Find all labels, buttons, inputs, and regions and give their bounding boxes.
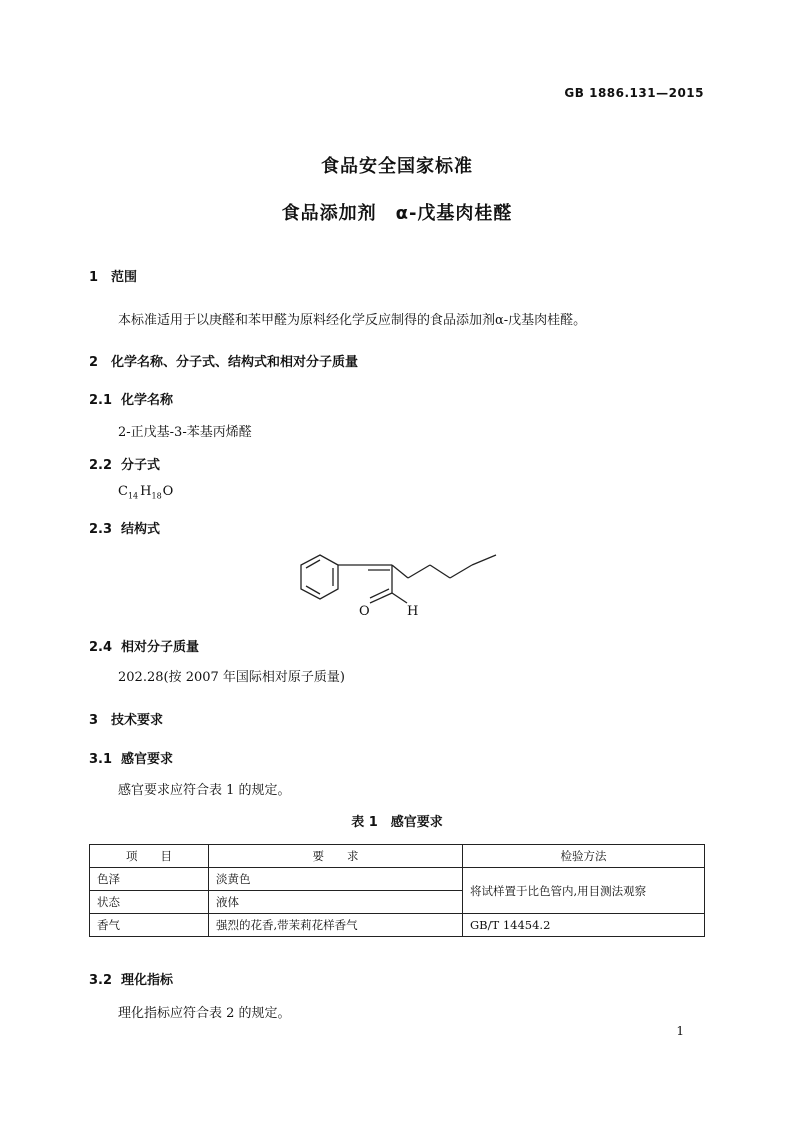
table-1 [89,844,705,937]
molecular-formula [118,484,173,501]
element-o: O [162,484,174,499]
atom-hydrogen: H [407,604,419,619]
table-1-caption: 表 1 感官要求 [351,815,443,830]
document-subtitle: 食品添加剂 α-戊基肉桂醛 [281,203,513,224]
section-title: 技术要求 [111,713,164,728]
section-title: 相对分子质量 [121,640,200,655]
section-number: 2 [89,355,99,370]
section-title: 分子式 [121,458,161,473]
section-number: 2.3 [89,522,113,537]
standard-number: GB 1886.131—2015 [564,86,704,100]
subscript-c: 14 [127,491,139,501]
section-2-3-heading [89,518,160,537]
header-item: 项 目 [90,845,209,868]
subscript-h: 18 [151,491,162,501]
section-number: 2.2 [89,458,113,473]
cell-requirement: 强烈的花香,带茉莉花样香气 [209,914,463,937]
table-row [90,914,705,937]
section-number: 3.2 [89,973,113,988]
section-3-2-text: 理化指标应符合表 2 的规定。 [118,1006,291,1021]
section-1-heading [89,266,137,285]
section-3-2-heading [89,969,173,988]
section-number: 2.1 [89,393,113,408]
page-number: 1 [676,1024,684,1038]
section-1-text: 本标准适用于以庚醛和苯甲醛为原料经化学反应制得的食品添加剂α-戊基肉桂醛。 [118,313,587,328]
cell-item: 色泽 [90,868,209,891]
section-number: 2.4 [89,640,113,655]
section-title: 感官要求 [121,752,174,767]
header-method: 检验方法 [463,845,705,868]
section-title: 结构式 [121,522,161,537]
section-title: 化学名称 [121,393,174,408]
cell-requirement: 液体 [209,891,463,914]
atom-oxygen: O [359,604,370,619]
section-2-4-heading [89,636,199,655]
section-number: 3.1 [89,752,113,767]
molecular-weight: 202.28(按 2007 年国际相对原子质量) [118,670,345,685]
element-h: H [140,484,152,499]
cell-item: 状态 [90,891,209,914]
section-2-heading [89,351,358,370]
section-3-1-text: 感官要求应符合表 1 的规定。 [118,783,291,798]
document-title: 食品安全国家标准 [321,156,473,177]
section-2-1-heading [89,389,173,408]
header-requirement: 要 求 [209,845,463,868]
section-3-heading [89,709,163,728]
section-number: 3 [89,713,99,728]
structural-formula [290,545,510,620]
section-title: 理化指标 [121,973,174,988]
section-title: 范围 [111,270,138,285]
section-title: 化学名称、分子式、结构式和相对分子质量 [111,355,359,370]
element-c: C [118,484,128,499]
cell-method: GB/T 14454.2 [463,914,705,937]
table-header-row [90,845,705,868]
cell-item: 香气 [90,914,209,937]
section-2-2-heading [89,454,160,473]
table-row [90,868,705,891]
chemical-name: 2-正戊基-3-苯基丙烯醛 [118,425,252,440]
cell-method-merged: 将试样置于比色管内,用目测法观察 [463,868,705,914]
section-3-1-heading [89,748,173,767]
section-number: 1 [89,270,99,285]
cell-requirement: 淡黄色 [209,868,463,891]
